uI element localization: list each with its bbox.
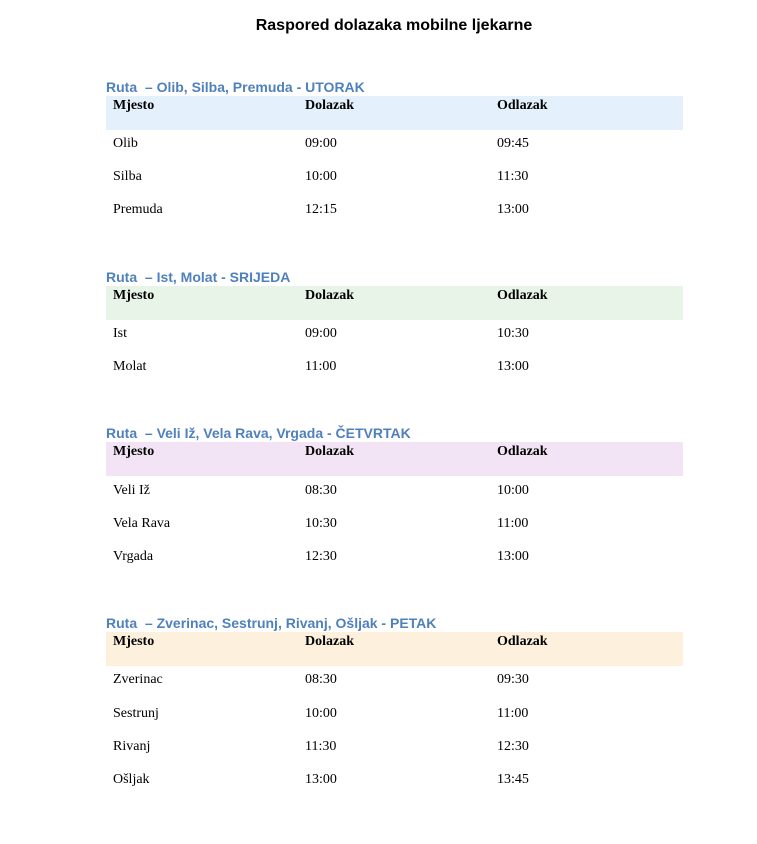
table-row [106,700,683,733]
cell-departure: 10:30 [497,326,529,341]
table-row [106,353,683,386]
column-header-mjesto: Mjesto [113,98,155,113]
cell-arrival: 11:00 [305,359,337,374]
cell-arrival: 11:30 [305,739,337,754]
cell-arrival: 12:30 [305,549,337,564]
cell-departure: 11:00 [497,706,529,721]
table-row [106,196,683,229]
table-row [106,477,683,510]
column-header-dolazak: Dolazak [305,634,354,649]
cell-place: Olib [113,136,138,151]
column-header-dolazak: Dolazak [305,444,354,459]
route-heading: Ruta – Zverinac, Sestrunj, Rivanj, Ošljak - PETAK [106,615,437,631]
column-header-mjesto: Mjesto [113,288,155,303]
cell-departure: 09:30 [497,672,529,687]
cell-departure: 13:00 [497,549,529,564]
column-header-mjesto: Mjesto [113,444,155,459]
column-header-dolazak: Dolazak [305,288,354,303]
cell-arrival: 09:00 [305,326,337,341]
cell-arrival: 10:30 [305,516,337,531]
column-header-odlazak: Odlazak [497,634,548,649]
cell-arrival: 09:00 [305,136,337,151]
table-header-row [106,442,683,476]
cell-place: Zverinac [113,672,163,687]
table-header-row [106,96,683,130]
cell-departure: 13:00 [497,202,529,217]
cell-departure: 11:00 [497,516,529,531]
cell-place: Veli Iž [113,483,150,498]
table-row [106,130,683,163]
cell-arrival: 08:30 [305,483,337,498]
cell-arrival: 08:30 [305,672,337,687]
cell-departure: 11:30 [497,169,529,184]
cell-place: Ist [113,326,127,341]
cell-departure: 10:00 [497,483,529,498]
cell-departure: 13:00 [497,359,529,374]
table-row [106,666,683,699]
table-row [106,320,683,353]
cell-place: Rivanj [113,739,151,754]
column-header-odlazak: Odlazak [497,444,548,459]
cell-departure: 12:30 [497,739,529,754]
table-row [106,163,683,196]
cell-arrival: 10:00 [305,706,337,721]
table-header-row [106,632,683,666]
route-heading: Ruta – Olib, Silba, Premuda - UTORAK [106,79,365,95]
route-heading: Ruta – Ist, Molat - SRIJEDA [106,269,291,285]
cell-place: Vrgada [113,549,154,564]
cell-place: Premuda [113,202,163,217]
column-header-mjesto: Mjesto [113,634,155,649]
cell-arrival: 13:00 [305,772,337,787]
cell-place: Silba [113,169,142,184]
cell-place: Molat [113,359,147,374]
cell-arrival: 10:00 [305,169,337,184]
page-title: Raspored dolazaka mobilne ljekarne [255,17,533,34]
column-header-odlazak: Odlazak [497,288,548,303]
column-header-dolazak: Dolazak [305,98,354,113]
table-row [106,510,683,543]
table-row [106,543,683,576]
cell-place: Ošljak [113,772,150,787]
route-heading: Ruta – Veli Iž, Vela Rava, Vrgada - ČETVRTAK [106,425,411,441]
cell-arrival: 12:15 [305,202,337,217]
table-row [106,733,683,766]
cell-place: Vela Rava [113,516,171,531]
cell-departure: 13:45 [497,772,529,787]
column-header-odlazak: Odlazak [497,98,548,113]
cell-departure: 09:45 [497,136,529,151]
table-header-row [106,286,683,320]
cell-place: Sestrunj [113,706,159,721]
table-row [106,766,683,799]
